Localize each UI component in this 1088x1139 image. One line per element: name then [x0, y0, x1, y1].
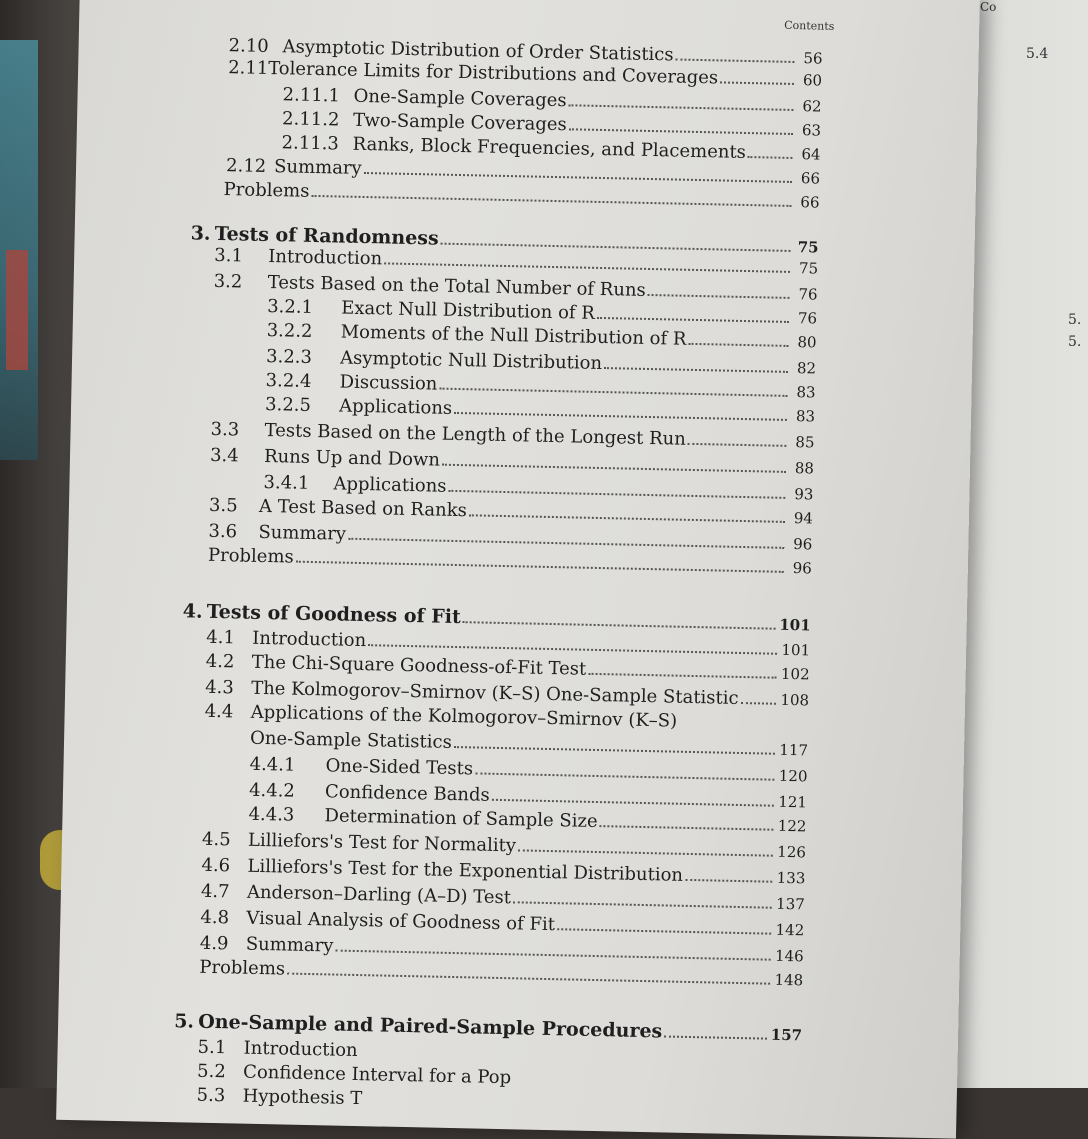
- red-spine: [6, 250, 28, 370]
- toc-entry-number: 3.5: [208, 494, 238, 517]
- toc-entry-page: 75: [797, 238, 819, 257]
- toc-entry-page: 66: [800, 169, 821, 188]
- toc-entry-page: 148: [774, 970, 804, 990]
- toc-entry-number: 2.12: [225, 155, 267, 177]
- toc-entry-page: 88: [794, 459, 815, 478]
- dot-leader: [492, 798, 775, 807]
- dot-leader: [463, 620, 776, 630]
- dot-leader: [348, 537, 784, 549]
- right-corner-text: Co: [980, 0, 997, 14]
- toc-entry-page: 66: [800, 193, 820, 212]
- toc-entry-number: 3.2.1: [266, 295, 314, 318]
- toc-entry-title: One-Sample Statistics: [249, 727, 453, 753]
- toc-entry-page: 76: [798, 285, 818, 304]
- toc-entry-title: Applications: [338, 395, 453, 419]
- toc-entry-title: Summary: [245, 933, 334, 957]
- toc-entry-number: 4.4: [204, 700, 234, 723]
- dot-leader: [604, 366, 788, 373]
- toc-entry-page: 102: [780, 664, 810, 684]
- toc-entry-number: 4.4.3: [248, 803, 295, 826]
- toc-entry-page: 62: [802, 97, 822, 116]
- toc-entry-title: One-Sample Coverages: [353, 85, 567, 112]
- toc-entry-number: 5.1: [197, 1036, 227, 1059]
- dot-leader: [597, 316, 789, 323]
- dot-leader: [685, 878, 773, 883]
- dot-leader: [688, 342, 788, 347]
- toc-entry-page: 63: [801, 121, 822, 140]
- toc-entry-page: 83: [795, 407, 816, 426]
- toc-entry-title: Lilliefors's Test for the Exponential Distribution: [247, 855, 684, 886]
- dot-leader: [454, 745, 776, 755]
- toc-entry-title: Introduction: [243, 1037, 358, 1062]
- toc-entry-number: 4.5: [201, 828, 231, 851]
- dot-leader: [442, 463, 786, 473]
- toc-entry-number: 3.4: [209, 444, 239, 467]
- toc-entry-page: 101: [779, 615, 811, 635]
- toc-entry-page: 56: [803, 49, 823, 68]
- toc-entry-title: Problems: [223, 179, 310, 202]
- toc-entry-number: 3.2: [213, 270, 243, 293]
- toc-entry-page: 96: [792, 559, 813, 578]
- toc-entry-number: 3.6: [208, 520, 238, 543]
- toc-entry-number: 3.: [190, 222, 211, 245]
- dot-leader: [557, 927, 772, 934]
- dot-leader: [518, 848, 773, 856]
- dot-leader: [448, 489, 785, 499]
- toc-entry-number: 4.1: [206, 626, 236, 649]
- toc-entry-number: 4.3: [204, 676, 235, 699]
- toc-entry-title: Tests of Randomness: [214, 222, 439, 250]
- toc-entry-number: 4.: [182, 600, 203, 623]
- toc-entry-page: 146: [774, 946, 804, 966]
- toc-entry-page: 108: [780, 690, 810, 710]
- toc-entry-page: 120: [778, 766, 808, 786]
- dot-leader: [648, 293, 790, 299]
- toc-entry-page: 96: [793, 535, 813, 554]
- toc-entry-title: The Kolmogorov–Smirnov (K–S) One-Sample Statistic: [250, 677, 739, 709]
- toc-entry-page: 75: [798, 259, 819, 278]
- toc-entry-page: 137: [775, 894, 805, 914]
- toc-entry-page: 94: [793, 509, 814, 528]
- toc-entry-number: 3.1: [214, 244, 244, 267]
- toc-entry-title: Moments of the Null Distribution of R: [340, 321, 687, 350]
- toc-entry-number: 2.11.1: [282, 84, 341, 107]
- dot-leader: [720, 80, 794, 85]
- toc-entry-title: Exact Null Distribution of R: [340, 297, 596, 324]
- dot-leader: [469, 513, 785, 523]
- toc-page: [56, 0, 980, 1139]
- toc-entry-page: 83: [796, 383, 816, 402]
- toc-entry-number: 3.4.1: [263, 471, 310, 494]
- dot-leader: [664, 1034, 767, 1039]
- toc-entry-title: Ranks, Block Frequencies, and Placements: [352, 133, 747, 163]
- toc-entry-page: 122: [777, 816, 807, 836]
- dot-leader: [384, 261, 790, 273]
- dot-leader: [740, 701, 776, 705]
- dot-leader: [296, 560, 784, 573]
- toc-entry-title: Applications: [333, 473, 447, 497]
- dot-leader: [599, 824, 773, 831]
- dot-leader: [569, 103, 794, 111]
- toc-entry-number: 4.4.1: [249, 753, 296, 776]
- toc-entry-number: 3.2.5: [264, 393, 312, 416]
- toc-entry-number: 3.2.2: [266, 319, 313, 342]
- dot-leader: [311, 194, 791, 207]
- toc-entry-title: Tests Based on the Length of the Longest Run: [264, 419, 687, 450]
- toc-entry-page: 80: [797, 333, 817, 352]
- toc-entry-number: 2.11.3: [281, 132, 340, 155]
- dot-leader: [513, 900, 772, 908]
- toc-entry-title: Tests of Goodness of Fit: [206, 600, 461, 629]
- dot-leader: [364, 171, 792, 183]
- toc-entry-page: 101: [781, 640, 811, 660]
- toc-entry-title: Hypothesis T: [242, 1085, 363, 1110]
- toc-entry-title: Problems: [207, 544, 294, 568]
- running-head: Contents: [784, 18, 835, 33]
- toc-entry-title: Applications of the Kolmogorov–Smirnov (K–S): [250, 701, 678, 732]
- toc-entry-title: Determination of Sample Size: [324, 805, 598, 833]
- toc-entry-title: Asymptotic Null Distribution: [339, 347, 603, 375]
- right-label-1: 5.4: [1026, 46, 1049, 62]
- right-label-3: 5.: [1068, 334, 1082, 350]
- toc-entry-number: 3.2.3: [265, 345, 313, 368]
- toc-entry-page: 133: [776, 868, 806, 888]
- toc-entry-title: A Test Based on Ranks: [258, 495, 468, 522]
- dot-leader: [287, 972, 771, 985]
- toc-entry-title: Introduction: [268, 246, 383, 270]
- dot-leader: [688, 442, 787, 447]
- toc-entry-page: 64: [801, 145, 821, 164]
- dot-leader: [569, 127, 793, 135]
- toc-entry-number: 2.10: [228, 35, 269, 57]
- dot-leader: [748, 155, 793, 159]
- toc-entry-title: Runs Up and Down: [263, 445, 441, 471]
- toc-entry-title: The Chi-Square Goodness-of-Fit Test: [251, 651, 587, 680]
- toc-entry-title: Problems: [199, 956, 286, 980]
- toc-entry-title: Tolerance Limits for Distributions and Coverages: [267, 57, 719, 89]
- toc-entry-page: 121: [778, 792, 808, 812]
- toc-entry-title: Confidence Bands: [324, 781, 490, 806]
- toc-entry-title: Summary: [273, 156, 362, 179]
- dot-leader: [676, 57, 795, 62]
- toc-entry-number: 5.: [173, 1010, 195, 1033]
- toc-entry-number: 4.7: [200, 880, 230, 903]
- dot-leader: [454, 411, 787, 421]
- toc-entry-number: 2.11.2: [281, 108, 340, 131]
- toc-entry-number: 4.8: [200, 906, 230, 929]
- toc-entry-title: Asymptotic Distribution of Order Statistics: [282, 36, 674, 66]
- dot-leader: [439, 387, 787, 397]
- toc-entry-title: Confidence Interval for a Pop: [242, 1061, 512, 1089]
- toc-entry-number: 4.9: [199, 932, 229, 955]
- toc-entry-title: Discussion: [339, 371, 438, 395]
- dot-leader: [588, 672, 777, 679]
- toc-entry-page: 126: [777, 842, 807, 862]
- toc-entry-title: Visual Analysis of Goodness of Fit: [246, 907, 556, 936]
- toc-entry-title: Lilliefors's Test for Normality: [247, 829, 517, 857]
- toc-entry-page: 157: [770, 1025, 803, 1045]
- toc-entry-page: 85: [795, 433, 815, 452]
- toc-entry-number: 3.3: [210, 418, 240, 441]
- toc-entry-page: 76: [797, 309, 818, 328]
- toc-entry-number: 4.4.2: [248, 779, 296, 802]
- toc-entry-number: 5.3: [196, 1084, 226, 1107]
- toc-entry-title: One-Sample and Paired-Sample Procedures: [197, 1010, 663, 1043]
- toc-entry-page: 93: [794, 485, 814, 504]
- toc-entry-page: 142: [775, 920, 805, 940]
- toc-entry-page: 82: [796, 359, 817, 378]
- toc-entry-title: Introduction: [252, 627, 367, 652]
- toc-entry-number: 5.2: [196, 1060, 227, 1083]
- dot-leader: [475, 771, 775, 780]
- right-label-2: 5.: [1068, 312, 1082, 328]
- dot-leader: [368, 643, 777, 655]
- toc-entry-number: 4.6: [201, 854, 231, 877]
- toc-entry-number: 2.11: [227, 57, 269, 79]
- toc-entry-title: Anderson–Darling (A–D) Test: [246, 881, 512, 909]
- toc-entry-title: Tests Based on the Total Number of Runs: [267, 271, 646, 301]
- toc-entry-page: 117: [779, 740, 809, 760]
- toc-entry-title: Summary: [258, 521, 347, 545]
- toc-entry-page: 60: [802, 71, 823, 90]
- toc-entry-number: 3.2.4: [265, 369, 312, 392]
- toc-entry-title: Two-Sample Coverages: [352, 109, 567, 136]
- toc-entry-number: 4.2: [205, 650, 235, 673]
- dot-leader: [335, 949, 771, 961]
- toc-entry-title: One-Sided Tests: [325, 755, 474, 780]
